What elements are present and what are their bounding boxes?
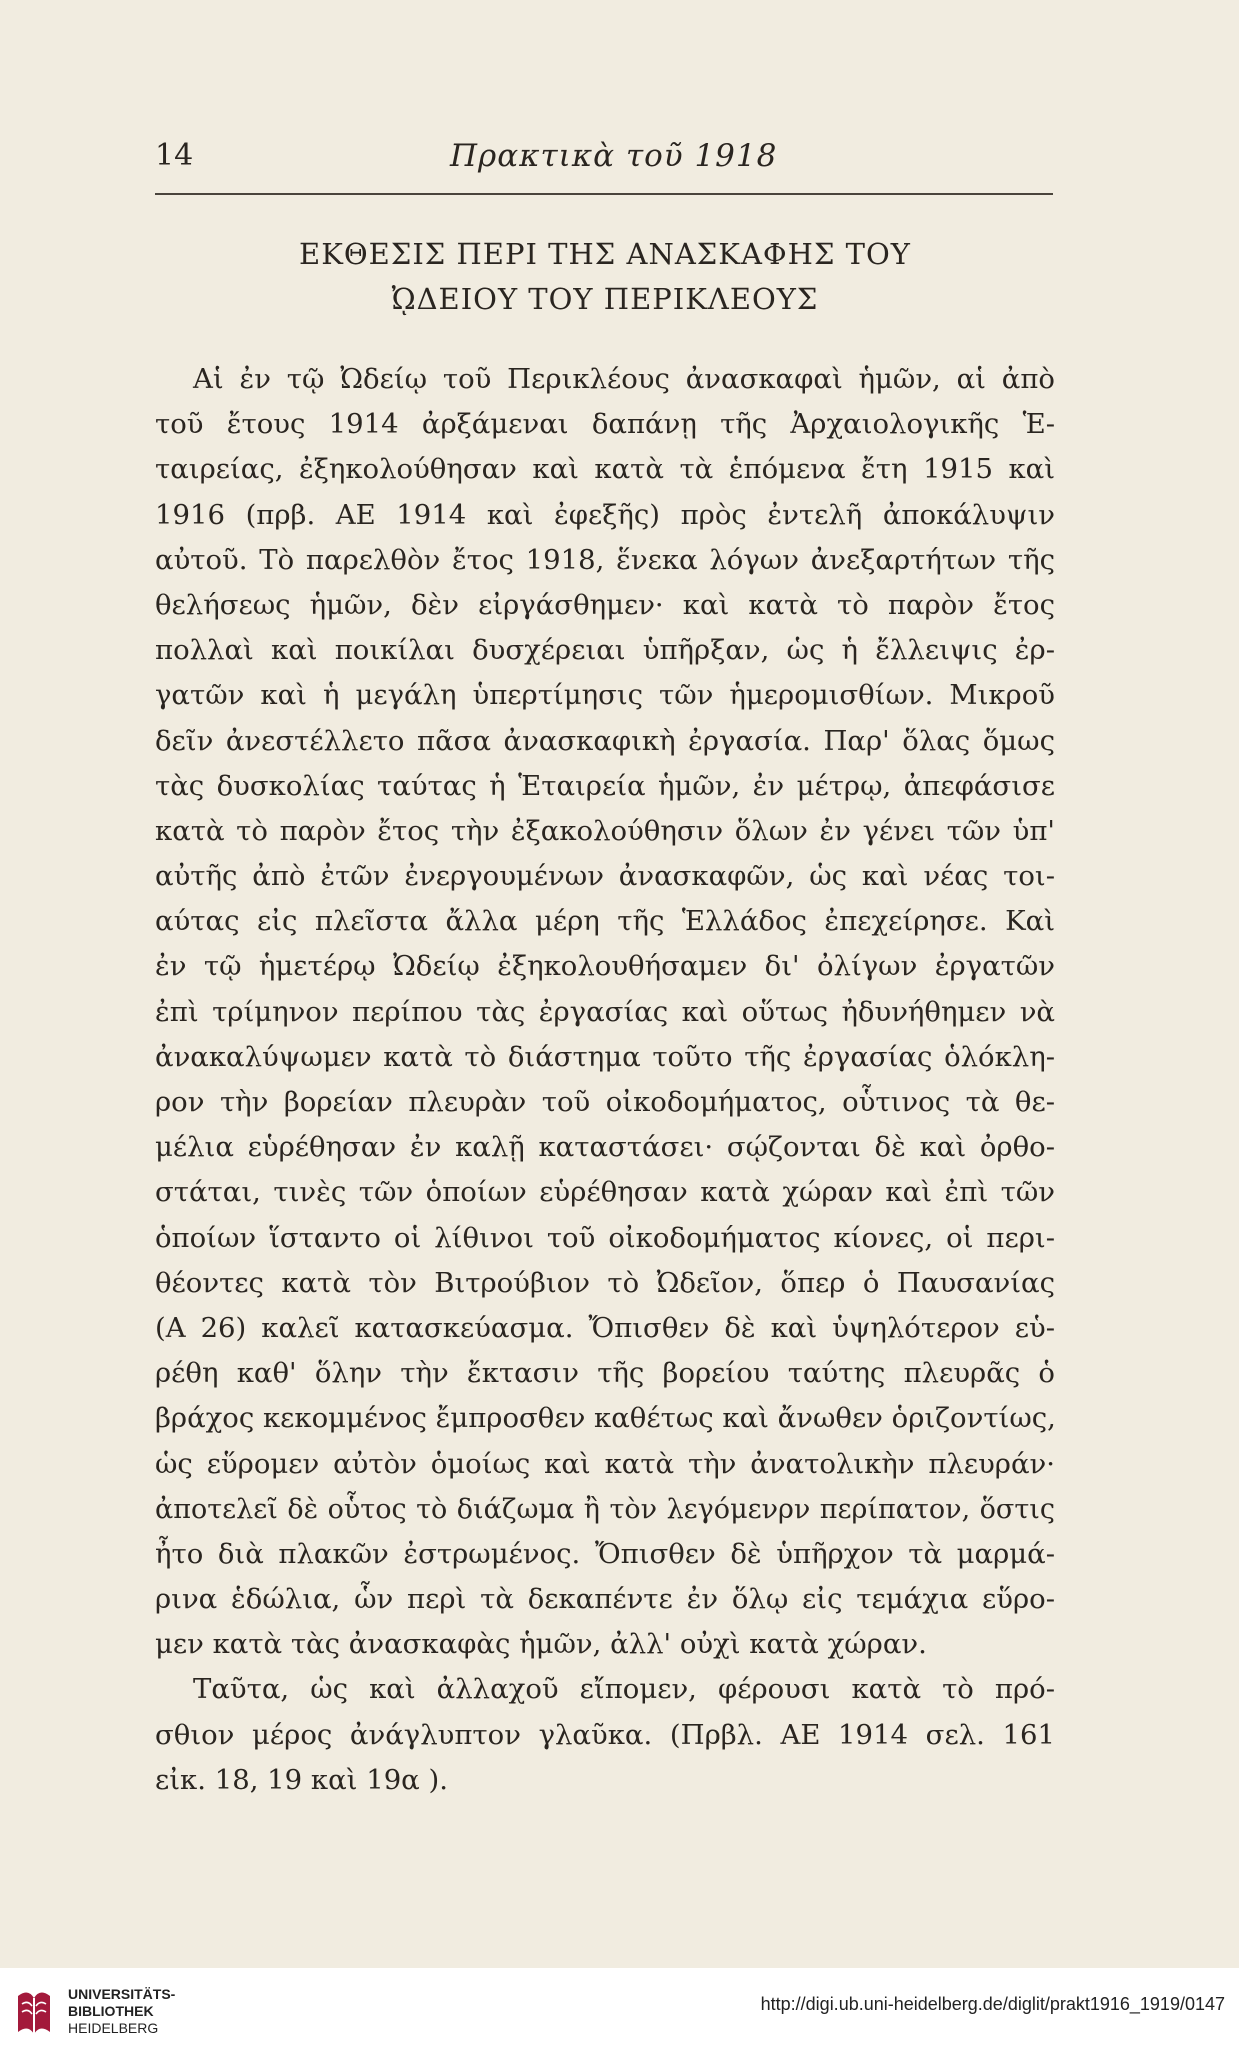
body-line: αὐτῆς ἀπὸ ἐτῶν ἐνεργουμένων ἀνασκαφῶν, ὡς καὶ νέας τοι- xyxy=(155,860,1055,893)
institution-line: HEIDELBERG xyxy=(68,2020,159,2036)
institution-line: BIBLIOTHEK xyxy=(68,2003,154,2019)
body-line: ἀνακαλύψωμεν κατὰ τὸ διάστημα τοῦτο τῆς ἐργασίας ὁλόκλη- xyxy=(155,1040,1055,1073)
body-line: στάται, τινὲς τῶν ὁποίων εὑρέθησαν κατὰ χώραν καὶ ἐπὶ τῶν xyxy=(155,1176,1055,1209)
institution-line: UNIVERSITÄTS- xyxy=(68,1986,176,2002)
library-footer xyxy=(0,1968,1239,2060)
body-line: μεν κατὰ τὰς ἀνασκαφὰς ἡμῶν, ἀλλ' οὐχὶ κατὰ χώραν. xyxy=(155,1628,927,1661)
header-rule xyxy=(155,193,1053,195)
body-line: ἐν τῷ ἡμετέρῳ Ὠδείῳ ἐξηκολουθήσαμεν δι' ὀλίγων ἐργατῶν xyxy=(155,950,1055,983)
body-line: αύτας εἰς πλεῖστα ἄλλα μέρη τῆς Ἑλλάδος ἐπεχείρησε. Καὶ xyxy=(155,905,1055,938)
body-line: θέοντες κατὰ τὸν Βιτρούβιον τὸ Ὠδεῖον, ὅπερ ὁ Παυσανίας xyxy=(155,1266,1055,1299)
page-number: 14 xyxy=(155,138,194,173)
body-line: γατῶν καὶ ἡ μεγάλη ὑπερτίμησις τῶν ἡμερομισθίων. Μικροῦ xyxy=(155,679,1055,712)
body-line: κατὰ τὸ παρὸν ἔτος τὴν ἐξακολούθησιν ὅλων ἐν γένει τῶν ὑπ' xyxy=(155,814,1055,847)
body-line: πολλαὶ καὶ ποικίλαι δυσχέρειαι ὑπῆρξαν, ὡς ἡ ἔλλειψις ἐρ- xyxy=(155,634,1055,667)
body-line: Αἱ ἐν τῷ Ὠδείῳ τοῦ Περικλέους ἀνασκαφαὶ ἡμῶν, αἱ ἀπὸ xyxy=(193,363,1055,395)
article-title-line-1: ΕΚΘΕΣΙΣ ΠΕΡΙ ΤΗΣ ΑΝΑΣΚΑΦΗΣ ΤΟΥ xyxy=(299,237,911,271)
body-line: (Α 26) καλεῖ κατασκεύασμα. Ὄπισθεν δὲ καὶ ὑψηλότερον εὑ- xyxy=(155,1311,1055,1344)
body-line: ἦτο διὰ πλακῶν ἐστρωμένος. Ὄπισθεν δὲ ὑπῆρχον τὰ μαρμά- xyxy=(155,1537,1055,1570)
body-line: αὐτοῦ. Τὸ παρελθὸν ἔτος 1918, ἕνεκα λόγων ἀνεξαρτήτων τῆς xyxy=(155,543,1055,576)
body-line: ἐπὶ τρίμηνον περίπου τὰς ἐργασίας καὶ οὕτως ἠδυνήθημεν νὰ xyxy=(155,995,1055,1028)
body-line: βράχος κεκομμένος ἔμπροσθεν καθέτως καὶ ἄνωθεν ὁριζοντίως, xyxy=(155,1402,1056,1435)
body-line: ρέθη καθ' ὅλην τὴν ἔκτασιν τῆς βορείου ταύτης πλευρᾶς ὁ xyxy=(155,1357,1055,1390)
running-title: Πρακτικὰ τοῦ 1918 xyxy=(450,138,778,174)
body-line: ρον τὴν βορείαν πλευρὰν τοῦ οἰκοδομήματος, οὗτινος τὰ θε- xyxy=(155,1086,1055,1118)
university-library-logo-icon xyxy=(14,1988,54,2038)
body-line: ὡς εὕρομεν αὐτὸν ὁμοίως καὶ κατὰ τὴν ἀνατολικὴν πλευράν· xyxy=(155,1447,1055,1480)
body-line: τοῦ ἔτους 1914 ἀρξάμεναι δαπάνῃ τῆς Ἀρχαιολογικῆς Ἑ- xyxy=(155,408,1055,441)
body-line: σθιον μέρος ἀνάγλυπτον γλαῦκα. (Πρβλ. ΑΕ 1914 σελ. 161 xyxy=(155,1718,1055,1751)
body-line: Ταῦτα, ὡς καὶ ἀλλαχοῦ εἴπομεν, φέρουσι κατὰ τὸ πρό- xyxy=(193,1673,1055,1706)
body-line: θελήσεως ἡμῶν, δὲν εἰργάσθημεν· καὶ κατὰ τὸ παρὸν ἔτος xyxy=(155,588,1055,621)
body-line: ταιρείας, ἐξηκολούθησαν καὶ κατὰ τὰ ἑπόμενα ἔτη 1915 καὶ xyxy=(155,453,1055,486)
body-line: τὰς δυσκολίας ταύτας ἡ Ἑταιρεία ἡμῶν, ἐν μέτρῳ, ἀπεφάσισε xyxy=(155,769,1055,802)
article-body xyxy=(155,357,1055,1803)
article-title-line-2: ᾨΔΕΙΟΥ ΤΟΥ ΠΕΡΙΚΛΕΟΥΣ xyxy=(391,282,819,316)
running-header xyxy=(155,138,1055,186)
body-line: μέλια εὑρέθησαν ἐν καλῇ καταστάσει· σῴζονται δὲ καὶ ὀρθο- xyxy=(155,1131,1055,1164)
source-url-link[interactable]: http://digi.ub.uni-heidelberg.de/diglit/prakt1916_1919/0147 xyxy=(760,1994,1225,2014)
body-line: εἰκ. 18, 19 καὶ 19α ). xyxy=(155,1763,448,1796)
body-line: δεῖν ἀνεστέλλετο πᾶσα ἀνασκαφικὴ ἐργασία. Παρ' ὅλας ὅμως xyxy=(155,724,1055,757)
body-line: 1916 (πρβ. ΑΕ 1914 καὶ ἐφεξῆς) πρὸς ἐντελῆ ἀποκάλυψιν xyxy=(155,498,1055,531)
body-line: ρινα ἑδώλια, ὧν περὶ τὰ δεκαπέντε ἐν ὅλῳ εἰς τεμάχια εὕρο- xyxy=(155,1583,1055,1616)
body-line: ὁποίων ἵσταντο οἱ λίθινοι τοῦ οἰκοδομήματος κίονες, οἱ περι- xyxy=(155,1221,1055,1254)
institution-name xyxy=(68,1986,175,2037)
body-line: ἀποτελεῖ δὲ οὗτος τὸ διάζωμα ἢ τὸν λεγόμενρν περίπατον, ὅστις xyxy=(155,1493,1055,1525)
